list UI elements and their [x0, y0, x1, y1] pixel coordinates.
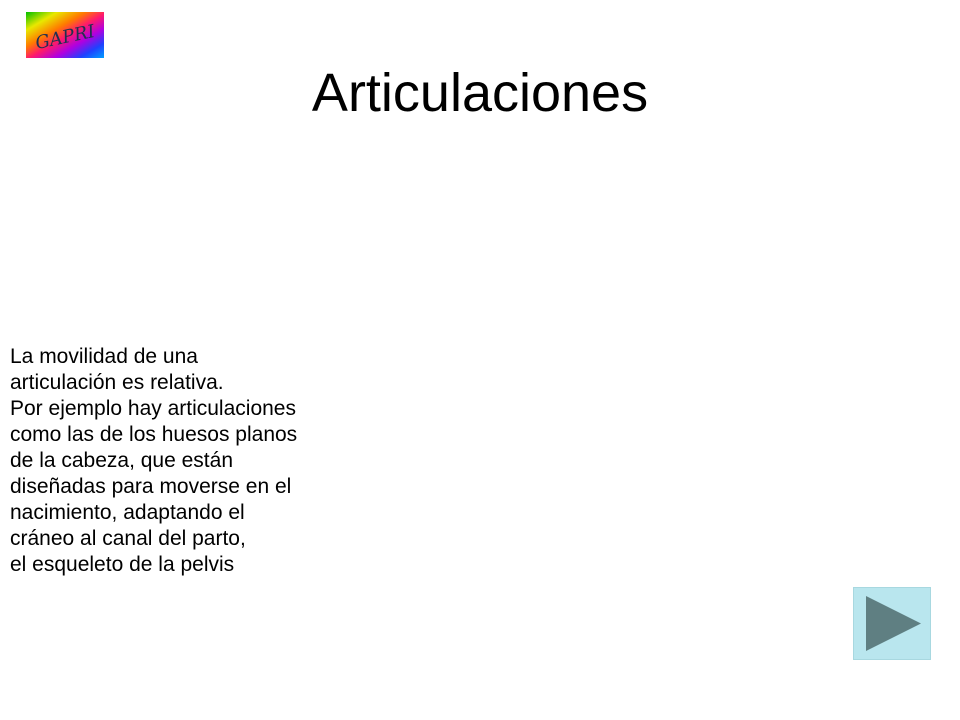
body-line: de la cabeza, que están — [10, 449, 234, 472]
body-line: La movilidad de una — [10, 345, 198, 368]
next-slide-button[interactable] — [853, 587, 931, 660]
body-line: como las de los huesos planos — [10, 423, 298, 446]
body-line: diseñadas para moverse en el — [10, 475, 292, 498]
logo — [26, 12, 104, 58]
body-line: el esqueleto de la pelvis — [10, 553, 235, 576]
play-triangle-icon — [854, 588, 930, 659]
page-title: Articulaciones — [311, 63, 649, 123]
body-line: cráneo al canal del parto, — [10, 527, 246, 550]
body-line: Por ejemplo hay articulaciones — [10, 397, 296, 420]
body-line: nacimiento, adaptando el — [10, 501, 245, 524]
logo-text: GAPRI — [33, 20, 97, 55]
rainbow-logo-icon — [26, 12, 104, 58]
body-text — [10, 344, 410, 578]
body-line: articulación es relativa. — [10, 371, 224, 394]
